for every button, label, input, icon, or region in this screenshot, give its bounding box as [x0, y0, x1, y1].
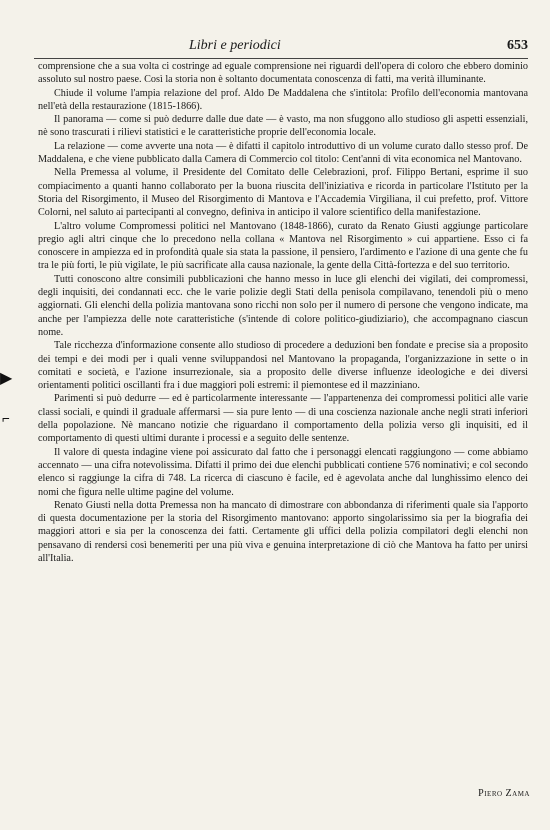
paragraph: comprensione che a sua volta ci costringe ad eguale comprensione nei riguardi dell'opera di coloro che ebbero dominio assoluto sul nostro paese. Così la storia non è soltanto documentata conoscenza di fatti, ma verità illuminante. — [38, 61, 528, 86]
paragraph: Tutti conoscono altre consimili pubblicazioni che hanno messo in luce gli elenchi dei vigilati, dei compromessi, degli inquisiti, dei condannati ecc. che le varie polizie degli Stati della penisola compilavano, tenendoli più o meno aggiornati. Gli elenchi della polizia mantovana sono ricchi non solo per il numero di persone che vengono indicate, ma anche per l'ampiezza delle note caratteristiche (s'intende di colore politico-giudiziario), che accompagnano ciascun nome. — [38, 273, 528, 338]
page-number: 653 — [507, 38, 528, 53]
author-signature: Piero Zama — [478, 788, 530, 799]
margin-mark: ▶ — [0, 370, 13, 387]
paragraph: Renato Giusti nella dotta Premessa non ha mancato di dimostrare con abbondanza di riferimenti quale sia l'apporto di questa documentazione per la storia del Risorgimento mantovano: apporto singolarissimo sia per la biografia dei maggiori attori e sia per la conoscenza dei fatti. Certamente gli uffici della polizia compilatori degli elenchi non pensavano di rendersi così benemeriti per una più viva e genuina interpretazione di ciò che Mantova ha fatto per unirsi all'Italia. — [38, 499, 528, 564]
margin-mark: ⌐ — [2, 412, 10, 427]
paragraph: Chiude il volume l'ampia relazione del prof. Aldo De Maddalena che s'intitola: Profilo dell'economia mantovana nell'età della restaurazione (1815-1866). — [38, 87, 528, 112]
paragraph: La relazione — come avverte una nota — è difatti il capitolo introduttivo di un volume curato dallo stesso prof. De Maddalena, e che viene pubblicato dalla Camera di Commercio col titolo: Cent'anni di vita economica nel Mantovano. — [38, 140, 528, 166]
paragraph: Il panorama — come si può dedurre dalle due date — è vasto, ma non sfuggono allo studioso gli aspetti essenziali, nè sono trascurati i rilievi statistici e le caratteristiche proprie dell'economia locale. — [38, 114, 528, 139]
running-title: Libri e periodici — [189, 38, 281, 53]
paragraph: L'altro volume Compromessi politici nel Mantovano (1848-1866), curato da Renato Giusti aggiunge particolare pregio agli altri cinque che lo precedono nella collana « Mantova nel Risorgimento » cui appartiene. Esso ci fa conoscere in ampiezza ed in profondità quale sia stata la passione, il pensiero, l'ardimento e l'azione di una gente che fu tra le più forti, le più vigilate, le più sacrificate alla causa nazionale, la gente della Città-fortezza e del suo territorio. — [38, 220, 528, 272]
paragraph: Parimenti si può dedurre — ed è particolarmente interessante — l'appartenenza dei compromessi politici alle varie classi sociali, e quindi il graduale affermarsi — sia pure lento — di una coscienza nazionale anche negli strati inferiori della popolazione. Nè mancano notizie che riguardano il comportamento della polizia verso gli inquisiti, ed il comportamento di questi ultimi durante i processi e a seguito delle sentenze. — [38, 393, 528, 445]
page-header — [34, 38, 528, 59]
paragraph: Tale ricchezza d'informazione consente allo studioso di procedere a deduzioni ben fondate e precise sia a proposito dei tempi e dei modi per i quali venne sviluppandosi nel Mantovano la propaganda, l'organizzazione in sette o in comitati e società, e l'azione insurrezionale, sia a proposito delle diverse influenze ideologiche e dei diversi orientamenti politici oscillanti fra i due maggiori poli estremi: il piemontese ed il mazziniano. — [38, 340, 528, 392]
paragraph: Il valore di questa indagine viene poi assicurato dal fatto che i personaggi elencati raggiungono — come abbiamo accennato — una cifra notevolissima. Difatti il primo dei due elenchi pubblicati contiene 576 nominativi; e col secondo elenco si raggiunge la cifra di 748. La ricerca di ciascuno è facile, ed è agevolata anche dal lunghissimo elenco dei nomi che figura nelle ultime pagine del volume. — [38, 446, 528, 498]
article-body — [38, 60, 528, 565]
paragraph: Nella Premessa al volume, il Presidente del Comitato delle Celebrazioni, prof. Filippo Bertani, esprime il suo compiacimento a quanti hanno collaborato per la buona riuscita dell'iniziativa e ricorda in particolare l'Istituto per la Storia del Risorgimento, il Museo del Risorgimento di Mantova e l'Accademia Virgiliana, il cui prefetto, prof. Vittore Colorni, nel saluto ai partecipanti al convegno, definiva in anticipo il valore scientifico della manifestazione. — [38, 167, 528, 219]
